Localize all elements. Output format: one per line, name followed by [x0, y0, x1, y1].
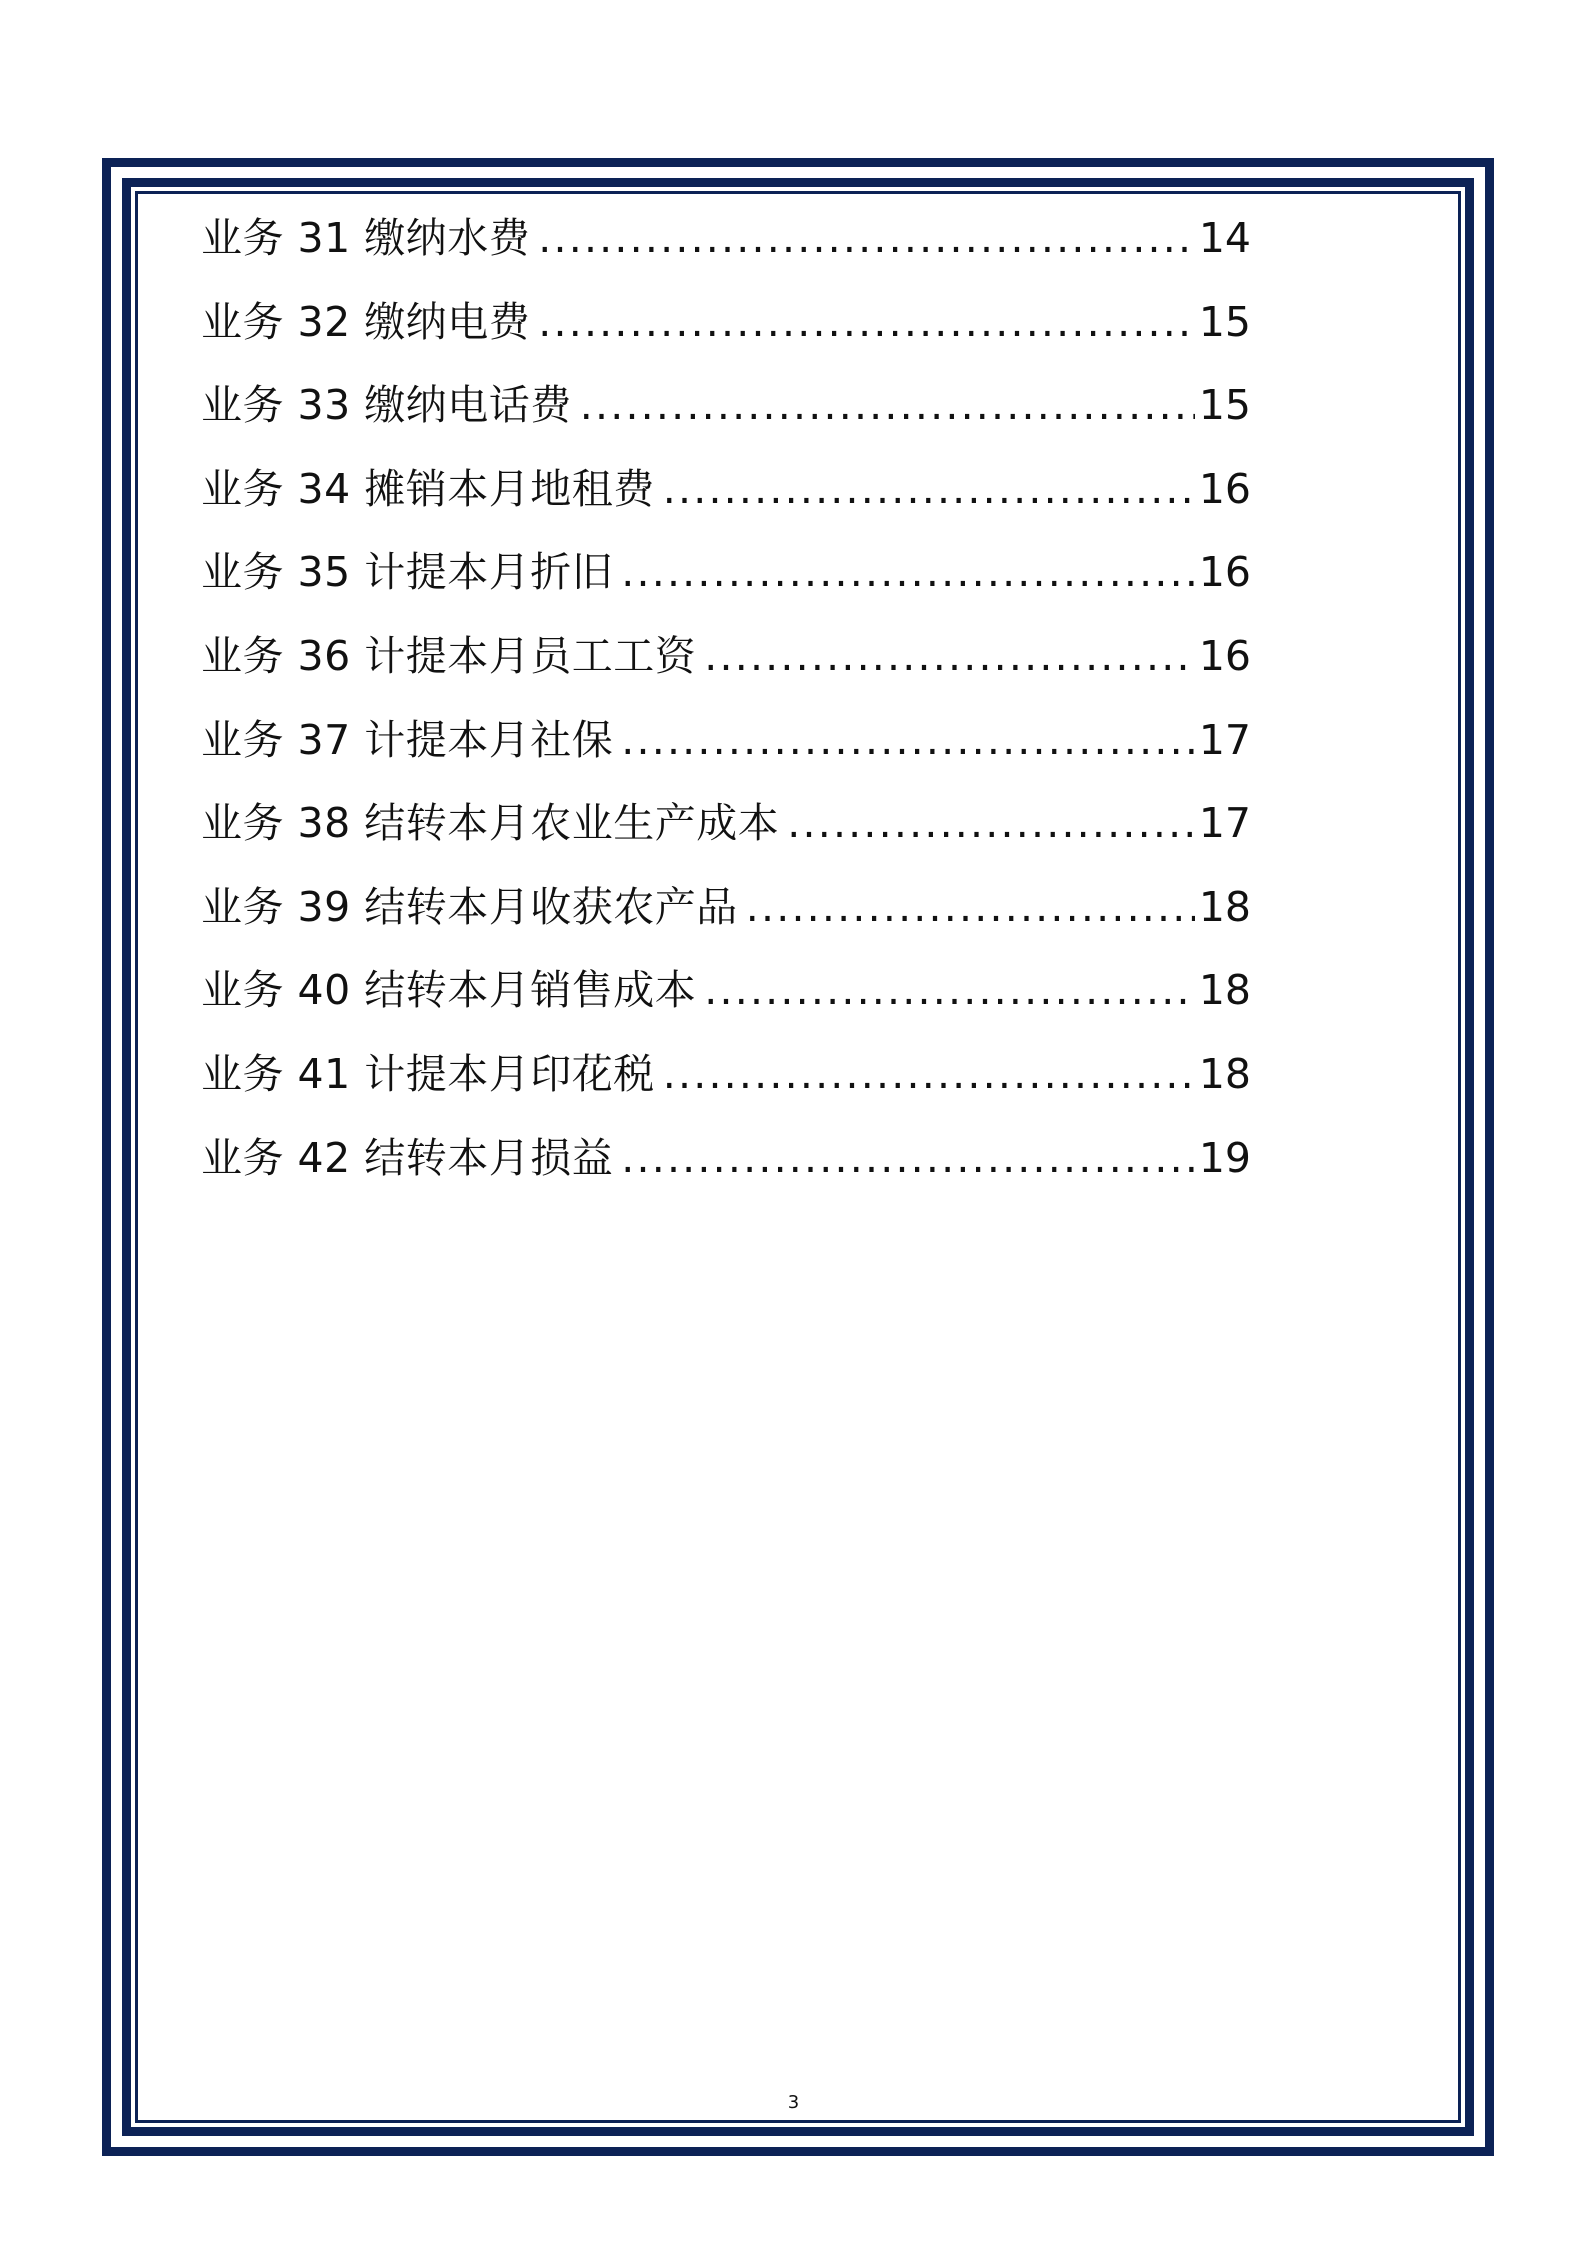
toc-entry[interactable]	[201, 1125, 1251, 1209]
toc-dot-leader	[621, 1134, 1195, 1182]
toc-entry-title: 业务 31 缴纳水费	[201, 214, 531, 262]
toc-entry-title: 业务 38 结转本月农业生产成本	[201, 799, 780, 848]
toc-entry-title: 业务 39 结转本月收获农产品	[201, 882, 738, 931]
toc-entry[interactable]	[201, 707, 1251, 791]
toc-dot-leader	[787, 799, 1195, 847]
toc-entry-page: 15	[1198, 297, 1251, 346]
toc-entry-page: 16	[1198, 464, 1251, 513]
toc-entry-title: 业务 36 计提本月员工工资	[201, 631, 697, 680]
toc-entry-page: 18	[1198, 1049, 1251, 1098]
toc-entry-page: 17	[1198, 715, 1251, 764]
toc-dot-leader	[704, 966, 1195, 1014]
toc-entry-page: 17	[1198, 799, 1251, 848]
toc-dot-leader	[538, 214, 1195, 262]
toc-entry[interactable]	[201, 790, 1251, 874]
toc-entry-title: 业务 32 缴纳电费	[201, 297, 531, 346]
toc-entry[interactable]	[201, 874, 1251, 958]
toc-entry-page: 16	[1198, 631, 1251, 680]
page-number: 3	[787, 2092, 800, 2113]
toc-entry-title: 业务 34 摊销本月地租费	[201, 464, 655, 513]
toc-entry-title: 业务 37 计提本月社保	[201, 715, 614, 764]
toc-entry-page: 16	[1198, 548, 1251, 597]
toc-dot-leader	[621, 548, 1195, 596]
toc-dot-leader	[663, 1050, 1195, 1098]
toc-entry[interactable]	[201, 539, 1251, 623]
toc-dot-leader	[621, 716, 1195, 764]
toc-entry[interactable]	[201, 1041, 1251, 1125]
toc-entry-page: 15	[1198, 381, 1251, 430]
toc-entry-page: 18	[1198, 966, 1251, 1015]
toc-entry[interactable]	[201, 623, 1251, 707]
toc-entry-page: 18	[1198, 882, 1251, 931]
toc-entry-title: 业务 41 计提本月印花税	[201, 1049, 655, 1098]
toc-entry[interactable]	[201, 456, 1251, 540]
toc-entry[interactable]	[201, 957, 1251, 1041]
toc-entry-page: 14	[1198, 214, 1251, 262]
toc-dot-leader	[538, 298, 1195, 346]
toc-entry-title: 业务 33 缴纳电话费	[201, 381, 572, 430]
toc-entry-title: 业务 42 结转本月损益	[201, 1133, 614, 1182]
toc-dot-leader	[704, 632, 1195, 680]
toc-dot-leader	[746, 883, 1195, 931]
toc-entry[interactable]	[201, 205, 1251, 289]
toc-entry-title: 业务 35 计提本月折旧	[201, 548, 614, 597]
toc-entry-title: 业务 40 结转本月销售成本	[201, 966, 697, 1015]
toc-dot-leader	[663, 465, 1195, 513]
toc-dot-leader	[580, 381, 1195, 429]
toc-entry[interactable]	[201, 372, 1251, 456]
toc-entry[interactable]	[201, 289, 1251, 373]
table-of-contents	[201, 205, 1251, 1208]
toc-entry-page: 19	[1198, 1133, 1251, 1182]
